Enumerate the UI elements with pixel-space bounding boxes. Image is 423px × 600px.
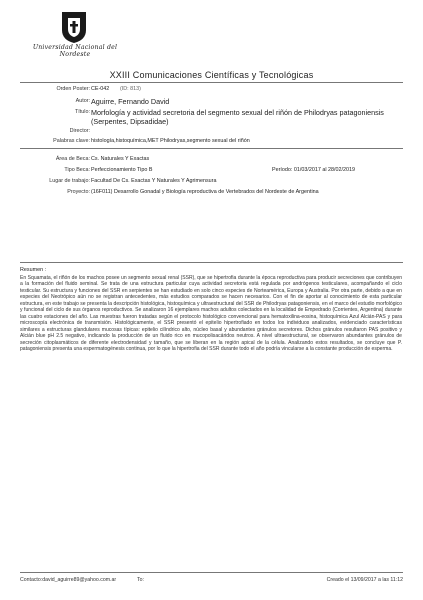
field-value: Perfeccionamiento Tipo B bbox=[91, 167, 153, 173]
field-value: Facultad De Cs. Exactas Y Naturales Y Agrimensura bbox=[91, 178, 217, 184]
field-value: Morfología y actividad secretoria del segmento sexual del riñón de Philodryas patagoniensis bbox=[91, 108, 384, 117]
created-timestamp: Creado el 13/09/2017 a las 11:12 bbox=[326, 577, 403, 583]
field-label: Autor: bbox=[75, 98, 90, 104]
field-label: Área de Beca: bbox=[55, 156, 90, 162]
field-value: (16F011) Desarrollo Gonadal y Biología reproductiva de Vertebrados del Nordeste de Argentina bbox=[91, 189, 319, 195]
contact-email: Contacto:david_aguirre89@yahoo.com.ar bbox=[20, 577, 117, 583]
field-label: Título: bbox=[75, 109, 90, 115]
divider bbox=[20, 572, 403, 573]
field-label: Director: bbox=[69, 128, 90, 134]
field-label: Orden Poster: bbox=[56, 86, 90, 92]
periodo: Período: 01/03/2017 al 28/02/2019 bbox=[272, 167, 356, 173]
resumen-text: En Squamata, el riñón de los machos posee un segmento sexual renal (SSR), que se hipertrofia durante la época reproductiva para producir secreciones que contribuyen a la formación del fluido seminal. Se trata de una estructura particular cuya actividad secretoria está regulada por andrógenos testiculares, acompañando el ciclo testicular. Su estructura y funciones del SSR en serpientes se han estudiado en solo cinco especies de Norteamérica, Europa y Australia. Por otra parte, debido a que en especies del Neotrópico aún no se registran antecedentes, más estudios comparados se hacen necesarios. Con el fin de aportar al conocimiento de esta particular estructura, en este trabajo se presenta la descripción histológica, histoquímica y ultraestructural del SSR de Philodryas patagoniensis, en el marco del estudio morfológico y funcional del ciclo de sus órganos reproductivos. Se analizaron 16 ejemplares machos adultos colectados en la localidad de Empedrado (Corrientes, Argentina) durante las cuatro estaciones del año. Las muestras fueron tratadas según el protocolo histológico convencional para hematoxilina-eosina, histoquímica Azul Alcián-PAS y para microscopía electrónica de transmisión. Histológicamente, el SSR presentó el epitelio hipertrofiado en todos los individuos analizados, evidenciado características similares a estructuras glandulares mucosas típicas: epitelio cilíndrico alto, núcleo basal y abundantes gránulos secretores. Dichos gránulos resultaron PAS positivo y Alcián blue pH 2.5 negativo, indicando la producción de un fluido rico en mucopolisacáridos neutros. A nivel ultraestructural, se observaron abundantes gránulos de secreción citoplasmáticos de diferente electrodensidad y tamaño, que se liberan en la región apical de la célula. Analizando estos resultados, se concluye que P. patagoniensis presenta una espermatogénesis continua, por lo que la hipertrofia del SSR durante todo el año podría vincularse a la constante producción de esperma. bbox=[20, 275, 402, 352]
divider bbox=[20, 148, 403, 149]
divider bbox=[20, 82, 403, 83]
page-title: XXIII Comunicaciones Científicas y Tecnológicas bbox=[109, 70, 314, 80]
poster-id: (ID: 813) bbox=[120, 86, 141, 92]
field-value: CE-042 bbox=[91, 86, 110, 92]
field-value: Aguirre, Fernando David bbox=[91, 97, 170, 106]
field-value: Cs. Naturales Y Exactas bbox=[91, 156, 150, 162]
field-label: Lugar de trabajo: bbox=[49, 178, 90, 184]
to-label: To: bbox=[137, 577, 144, 583]
field-value: histología,histoquímica,MET Philodryas,segmento sexual del riñón bbox=[91, 138, 250, 144]
university-crest-icon bbox=[44, 10, 104, 46]
divider bbox=[20, 262, 403, 263]
field-label: Palabras clave: bbox=[53, 138, 90, 144]
resumen-label: Resumen : bbox=[20, 267, 47, 273]
field-label: Tipo Beca: bbox=[64, 167, 90, 173]
field-value-continued: (Serpentes, Dipsadidae) bbox=[91, 117, 169, 126]
university-name: Universidad Nacional del Nordeste bbox=[32, 44, 118, 58]
field-label: Proyecto: bbox=[67, 189, 90, 195]
